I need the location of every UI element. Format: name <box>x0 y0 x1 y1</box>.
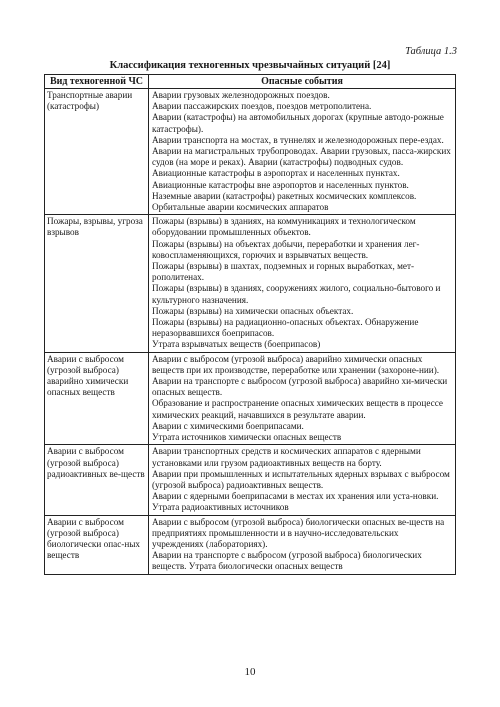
hazard-events-cell <box>149 516 455 574</box>
hazard-event: Пожары (взрывы) на объектах добычи, переработки и хранения лег-ковоспламеняющихся, горючих и взрывчатых веществ. <box>152 238 420 260</box>
hazard-event: Авиационные катастрофы вне аэропортов и населенных пунктов. <box>152 179 409 190</box>
hazard-type-cell: Транспортные аварии (катастрофы) <box>45 89 149 214</box>
hazard-event: Утрата взрывчатых веществ (боеприпасов) <box>152 339 321 350</box>
table-row <box>45 89 455 215</box>
table-row <box>45 353 455 446</box>
hazard-event: Орбитальные аварии космических аппаратов <box>152 202 329 213</box>
header-type: Вид техногенной ЧС <box>45 75 149 88</box>
table-row <box>45 445 455 515</box>
hazard-event: Аварии с ядерными боеприпасами в местах их хранения или уста-новки. Утрата радиоактивных источников <box>152 491 439 513</box>
hazard-event: Пожары (взрывы) на радиационно-опасных объектах. Обнаружение неразорвавшихся боеприпасов. <box>152 317 419 339</box>
hazard-event: Аварии грузовых железнодорожных поездов. <box>152 90 330 100</box>
hazard-events-cell <box>149 353 455 445</box>
table-row <box>45 516 455 574</box>
hazard-events-cell <box>149 445 455 514</box>
hazard-event: Аварии транспортных средств и космических аппаратов с ядерными установками или грузом радиоактивных веществ на борту. <box>152 446 421 468</box>
header-events: Опасные события <box>261 76 343 87</box>
hazard-event: Пожары (взрывы) в зданиях, сооружениях жилого, социально-бытового и культурного назначения. <box>152 283 441 305</box>
hazard-events-cell <box>149 215 455 351</box>
hazard-event: Аварии с выбросом (угрозой выброса) биологически опасных ве-ществ на предприятиях промышленности и в научно-исследовательских учреждениях (лабораториях). <box>152 516 445 549</box>
table-row <box>45 215 455 352</box>
hazard-type-cell: Аварии с выбросом (угрозой выброса) радиоактивных ве-ществ <box>45 445 149 514</box>
hazard-event: Аварии на транспорте с выбросом (угрозой выброса) аварийно хи-мически опасных веществ. <box>152 376 448 398</box>
table-title: Классификация техногенных чрезвычайных ситуаций [24] <box>109 60 391 71</box>
table-body <box>45 89 455 574</box>
hazard-event: Аварии с выбросом (угрозой выброса) аварийно химически опасных веществ при их производстве, переработке или хранении (захороне-нии). <box>152 353 440 375</box>
hazard-type-cell: Аварии с выбросом (угрозой выброса) биологически опас-ных веществ <box>45 516 149 574</box>
hazard-event: Аварии (катастрофы) на автомобильных дорогах (крупные автодо-рожные катастрофы). <box>152 112 444 134</box>
table-header-row <box>45 75 455 89</box>
classification-table <box>44 74 456 575</box>
hazard-event: Пожары (взрывы) в зданиях, на коммуникациях и технологическом оборудовании промышленных объектов. <box>152 216 416 238</box>
hazard-event: Аварии пассажирских поездов, поездов метрополитена. <box>152 101 372 112</box>
hazard-event: Наземные аварии (катастрофы) ракетных космических комплексов. <box>152 190 417 201</box>
hazard-event: Аварии при промышленных и испытательных ядерных взрывах с выбросом (угрозой выброса) радиоактивных веществ. <box>152 468 450 490</box>
hazard-type-cell: Аварии с выбросом (угрозой выброса) аварийно химически опасных веществ <box>45 353 149 445</box>
hazard-event: Пожары (взрывы) в шахтах, подземных и горных выработках, мет-рополитенах. <box>152 261 415 283</box>
hazard-type-cell: Пожары, взрывы, угроза взрывов <box>45 215 149 351</box>
hazard-event: Аварии транспорта на мостах, в туннелях и железнодорожных пере-ездах. <box>152 134 444 145</box>
hazard-event: Аварии на транспорте с выбросом (угрозой выброса) биологических веществ. Утрата биологически опасных веществ <box>152 550 422 572</box>
hazard-events-cell <box>149 89 455 214</box>
hazard-event: Образование и распространение опасных химических веществ в процессе химических реакций, начавшихся в результате аварии. <box>152 398 443 420</box>
hazard-event: Аварии с химическими боеприпасами. <box>152 420 304 431</box>
hazard-event: Пожары (взрывы) на химически опасных объектах. <box>152 305 354 316</box>
page-number: 10 <box>244 666 256 678</box>
hazard-event: Авиационные катастрофы в аэропортах и населенных пунктах. <box>152 168 400 179</box>
table-label: Таблица 1.3 <box>405 46 457 57</box>
hazard-event: Аварии на магистральных трубопроводах. Аварии грузовых, пасса-жирских судов (на море и реках). Аварии (катастрофы) подводных судов. <box>152 146 451 168</box>
hazard-event: Утрата источников химически опасных веществ <box>152 432 342 443</box>
